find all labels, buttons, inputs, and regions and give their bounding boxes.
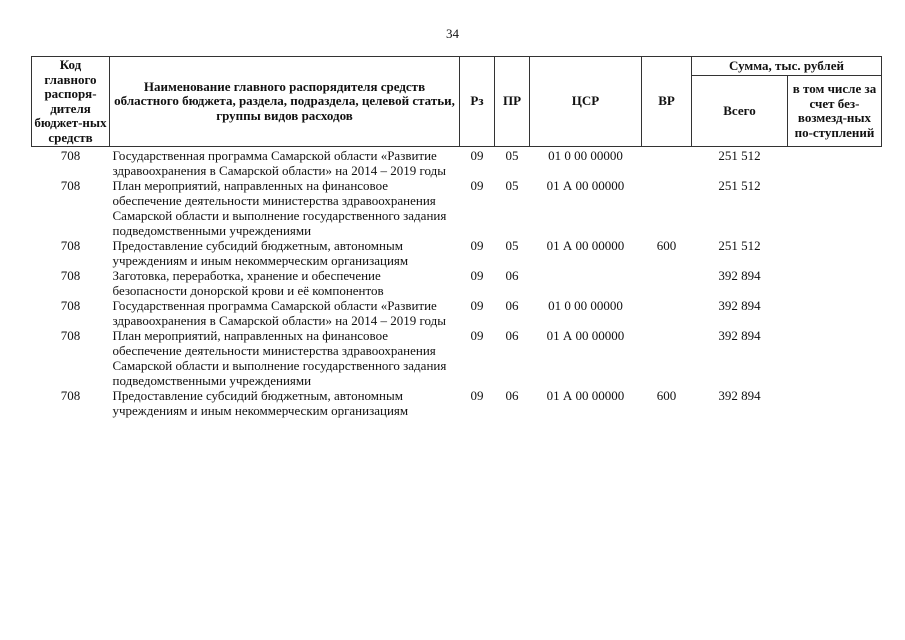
budget-table	[31, 56, 882, 418]
cell-vr	[642, 328, 692, 388]
cell-total: 392 894	[718, 268, 761, 283]
cell-name: Заготовка, переработка, хранение и обеспечение безопасности донорской крови и её компонентов	[112, 268, 384, 298]
cell-csr: 01 А 00 00000	[546, 328, 625, 343]
cell-code: 708	[60, 268, 81, 283]
cell-csr: 01 0 00 00000	[548, 298, 623, 313]
cell-pr: 06	[505, 298, 519, 313]
table-body	[32, 147, 882, 419]
table-row	[32, 238, 882, 268]
cell-code: 708	[60, 148, 81, 163]
cell-total: 251 512	[718, 178, 761, 193]
header-incl: в том числе за счет без-возмезд-ных по-ступлений	[788, 76, 882, 147]
cell-name: Государственная программа Самарской области «Развитие здравоохранения в Самарской области» на 2014 – 2019 годы	[112, 298, 446, 328]
table-row	[32, 298, 882, 328]
cell-csr: 01 А 00 00000	[546, 178, 625, 193]
cell-total: 392 894	[718, 388, 761, 403]
cell-rz: 09	[470, 148, 484, 163]
cell-pr: 05	[505, 178, 519, 193]
cell-incl	[788, 298, 882, 328]
cell-vr	[642, 147, 692, 179]
table-row	[32, 388, 882, 418]
table-row	[32, 147, 882, 179]
cell-code: 708	[60, 328, 81, 343]
page-number: 34	[446, 26, 459, 41]
cell-vr: 600	[656, 238, 677, 253]
cell-vr	[642, 298, 692, 328]
header-vr: ВР	[642, 57, 692, 147]
cell-rz: 09	[470, 238, 484, 253]
cell-incl	[788, 268, 882, 298]
cell-rz: 09	[470, 268, 484, 283]
cell-incl	[788, 328, 882, 388]
cell-name: Предоставление субсидий бюджетным, автономным учреждениям и иным некоммерческим организациям	[112, 388, 409, 418]
cell-rz: 09	[470, 388, 484, 403]
cell-incl	[788, 388, 882, 418]
cell-vr	[642, 268, 692, 298]
header-code: Код главного распоря-дителя бюджет-ных средств	[32, 57, 110, 147]
cell-vr: 600	[656, 388, 677, 403]
cell-pr: 06	[505, 328, 519, 343]
cell-code: 708	[60, 298, 81, 313]
table-row	[32, 328, 882, 388]
cell-total: 251 512	[718, 148, 761, 163]
cell-total: 392 894	[718, 328, 761, 343]
header-name: Наименование главного распорядителя средств областного бюджета, раздела, подраздела, целевой статьи, группы видов расходов	[110, 57, 460, 147]
table-row	[32, 268, 882, 298]
cell-total: 251 512	[718, 238, 761, 253]
cell-rz: 09	[470, 328, 484, 343]
cell-rz: 09	[470, 298, 484, 313]
cell-code: 708	[60, 178, 81, 193]
cell-pr: 05	[505, 238, 519, 253]
cell-name: План мероприятий, направленных на финансовое обеспечение деятельности министерства здравоохранения Самарской области и выполнение государственного задания подведомственными учреждениями	[112, 328, 447, 388]
cell-csr	[530, 268, 642, 298]
cell-code: 708	[60, 238, 81, 253]
cell-csr: 01 0 00 00000	[548, 148, 623, 163]
cell-name: Предоставление субсидий бюджетным, автономным учреждениям и иным некоммерческим организациям	[112, 238, 409, 268]
header-sum: Сумма, тыс. рублей	[692, 57, 882, 76]
header-total: Всего	[692, 76, 788, 147]
header-pr: ПР	[495, 57, 530, 147]
cell-incl	[788, 147, 882, 179]
header-rz: Рз	[460, 57, 495, 147]
cell-csr: 01 А 00 00000	[546, 388, 625, 403]
cell-code: 708	[60, 388, 81, 403]
cell-vr	[642, 178, 692, 238]
cell-incl	[788, 238, 882, 268]
cell-total: 392 894	[718, 298, 761, 313]
cell-pr: 06	[505, 388, 519, 403]
cell-name: Государственная программа Самарской области «Развитие здравоохранения в Самарской области» на 2014 – 2019 годы	[112, 148, 446, 178]
cell-incl	[788, 178, 882, 238]
cell-rz: 09	[470, 178, 484, 193]
cell-pr: 05	[505, 148, 519, 163]
table-header	[32, 57, 882, 147]
table-row	[32, 178, 882, 238]
cell-csr: 01 А 00 00000	[546, 238, 625, 253]
header-csr: ЦСР	[530, 57, 642, 147]
cell-name: План мероприятий, направленных на финансовое обеспечение деятельности министерства здравоохранения Самарской области и выполнение государственного задания подведомственными учреждениями	[112, 178, 447, 238]
cell-pr: 06	[505, 268, 519, 283]
